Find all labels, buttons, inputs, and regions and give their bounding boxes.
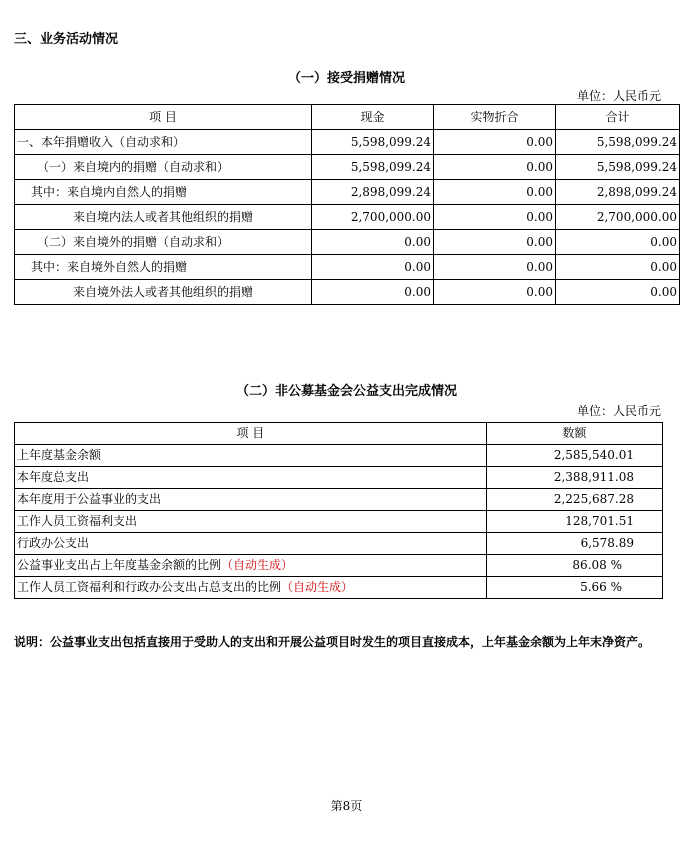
table-row (15, 155, 680, 180)
row-label-text: 上年度基金余额 (17, 448, 102, 462)
total-value: 5,598,099.24 (556, 130, 680, 155)
expenditure-title: （二）非公募基金会公益支出完成情况 (235, 384, 457, 399)
donations-unit: 单位：人民币元 (576, 89, 661, 103)
cash-value: 0.00 (312, 230, 434, 255)
amount-value: 128,701.51 (486, 511, 662, 533)
cash-value: 0.00 (312, 280, 434, 305)
table-row (15, 180, 680, 205)
row-label-text: 行政办公支出 (17, 536, 90, 550)
amount-value: 2,388,911.08 (486, 467, 662, 489)
table-row (15, 230, 680, 255)
expenditure-unit: 单位：人民币元 (576, 404, 661, 418)
row-label (15, 511, 487, 533)
amount-value: 2,225,687.28 (486, 489, 662, 511)
in-kind-value: 0.00 (434, 205, 556, 230)
total-value: 2,700,000.00 (556, 205, 680, 230)
row-label: （一）来自境内的捐赠（自动求和） (15, 155, 312, 180)
table-row (15, 205, 680, 230)
donations-title: （一）接受捐赠情况 (287, 71, 405, 86)
row-label-text: 工作人员工资福利和行政办公支出占总支出的比例 (17, 580, 282, 594)
row-label (15, 533, 487, 555)
table-row (15, 467, 663, 489)
cash-value: 5,598,099.24 (312, 155, 434, 180)
donations-table (14, 104, 680, 305)
row-label-text: 本年度总支出 (17, 470, 90, 484)
row-label: 其中：来自境外自然人的捐赠 (15, 255, 312, 280)
table-row (15, 489, 663, 511)
footnote: 说明：公益事业支出包括直接用于受助人的支出和开展公益项目时发生的项目直接成本，上年基金余额为上年末净资产。 (14, 635, 651, 649)
page-number: 第8页 (330, 799, 363, 813)
table-row (15, 255, 680, 280)
row-label-text: 工作人员工资福利支出 (17, 514, 138, 528)
in-kind-value: 0.00 (434, 130, 556, 155)
row-label (15, 489, 487, 511)
table-row (15, 533, 663, 555)
section-title: 三、业务活动情况 (14, 32, 119, 47)
total-value: 0.00 (556, 230, 680, 255)
in-kind-value: 0.00 (434, 155, 556, 180)
table-row (15, 280, 680, 305)
cash-value: 0.00 (312, 255, 434, 280)
amount-value: 2,585,540.01 (486, 445, 662, 467)
in-kind-value: 0.00 (434, 280, 556, 305)
header-cash: 现金 (312, 105, 434, 130)
table-row (15, 511, 663, 533)
row-label-text: 公益事业支出占上年度基金余额的比例 (17, 558, 222, 572)
row-label: 其中：来自境内自然人的捐赠 (15, 180, 312, 205)
total-value: 0.00 (556, 255, 680, 280)
total-value: 5,598,099.24 (556, 155, 680, 180)
amount-value: 5.66 % (486, 577, 662, 599)
total-value: 2,898,099.24 (556, 180, 680, 205)
in-kind-value: 0.00 (434, 255, 556, 280)
table-row (15, 555, 663, 577)
in-kind-value: 0.00 (434, 230, 556, 255)
expenditure-table (14, 422, 663, 599)
row-label: 来自境内法人或者其他组织的捐赠 (15, 205, 312, 230)
amount-value: 6,578.89 (486, 533, 662, 555)
auto-generated-tag: （自动生成） (221, 558, 294, 572)
header-in-kind: 实物折合 (434, 105, 556, 130)
cash-value: 5,598,099.24 (312, 130, 434, 155)
row-label (15, 555, 487, 577)
auto-generated-tag: （自动生成） (281, 580, 354, 594)
total-value: 0.00 (556, 280, 680, 305)
row-label (15, 467, 487, 489)
row-label-text: 本年度用于公益事业的支出 (17, 492, 162, 506)
row-label: 来自境外法人或者其他组织的捐赠 (15, 280, 312, 305)
cash-value: 2,898,099.24 (312, 180, 434, 205)
row-label: （二）来自境外的捐赠（自动求和） (15, 230, 312, 255)
row-label (15, 577, 487, 599)
amount-value: 86.08 % (486, 555, 662, 577)
cash-value: 2,700,000.00 (312, 205, 434, 230)
table-row (15, 577, 663, 599)
table-row (15, 130, 680, 155)
table-row (15, 445, 663, 467)
expenditure-header-row (15, 423, 663, 445)
row-label: 一、本年捐赠收入（自动求和） (15, 130, 312, 155)
donations-header-row (15, 105, 680, 130)
row-label (15, 445, 487, 467)
header-item: 项 目 (15, 423, 487, 445)
header-item: 项 目 (15, 105, 312, 130)
header-total: 合计 (556, 105, 680, 130)
header-amount: 数额 (486, 423, 662, 445)
in-kind-value: 0.00 (434, 180, 556, 205)
